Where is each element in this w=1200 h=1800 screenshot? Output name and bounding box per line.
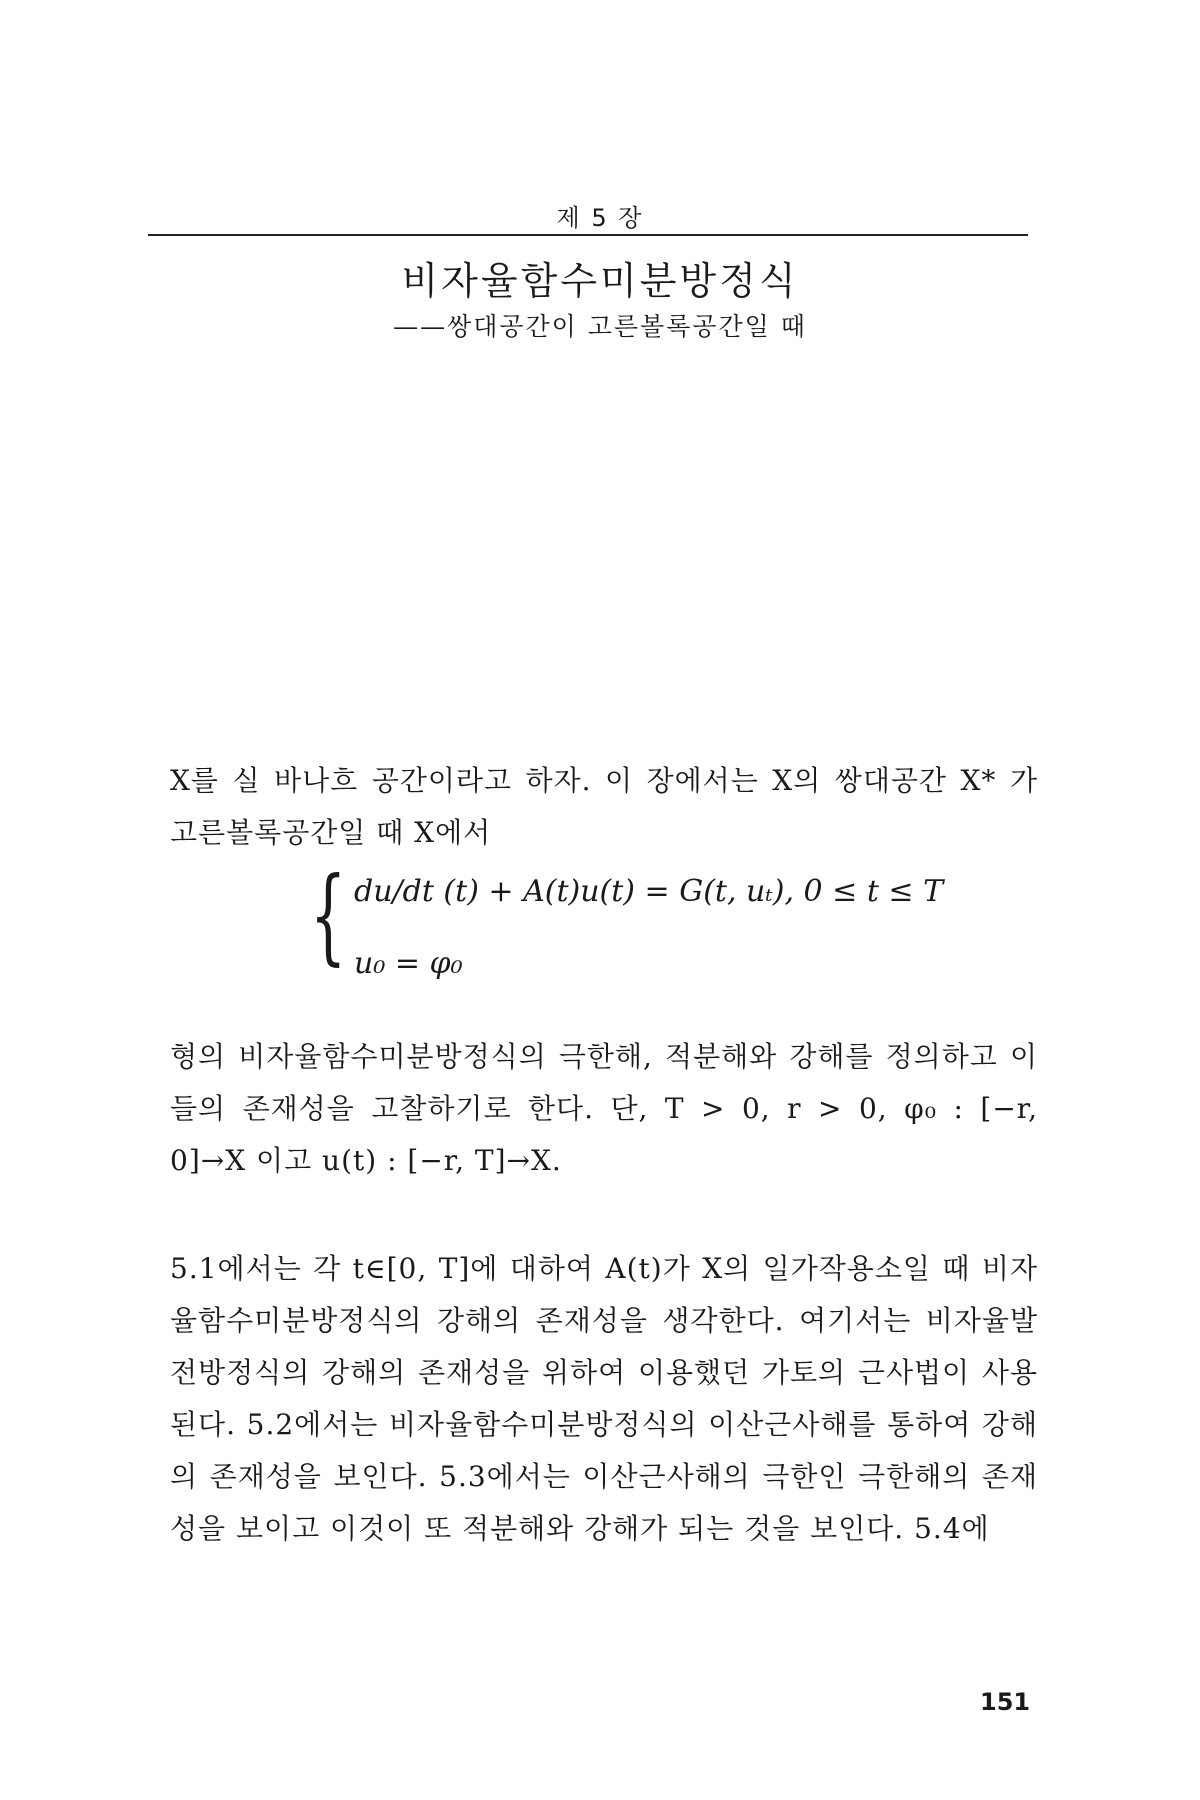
intro-paragraph: X를 실 바나흐 공간이라고 하자. 이 장에서는 X의 쌍대공간 X* 가 고른볼록공간일 때 X에서 [170,764,1038,849]
chapter-title: 비자율함수미분방정식 [401,259,799,303]
definitions-paragraph: 형의 비자율함수미분방정식의 극한해, 적분해와 강해를 정의하고 이들의 존재성을 고찰하기로 한다. 단, T > 0, r > 0, φ₀ : [−r, 0]→X 이고 u(t) : [−r, T]→X. [170,1040,1038,1177]
chapter-number: 제 5 장 [556,204,644,232]
header-rule [148,234,1028,236]
outline-paragraph: 5.1에서는 각 t∈[0, T]에 대하여 A(t)가 X의 일가작용소일 때 비자율함수미분방정식의 강해의 존재성을 생각한다. 여기서는 비자율발전방정식의 강해의 존재성을 위하여 이용했던 가토의 근사법이 사용된다. 5.2에서는 비자율함수미분방정식의 이산근사해를 통하여 강해의 존재성을 보인다. 5.3에서는 이산근사해의 극한인 극한해의 존재성을 보이고 이것이 또 적분해와 강해가 되는 것을 보인다. 5.4에 [170,1252,1038,1545]
page-number: 151 [980,1688,1031,1716]
equation-line-2: u₀ = φ₀ [354,946,463,981]
equation-system [310,854,944,990]
equation-brace: { [310,854,347,976]
chapter-subtitle: ——쌍대공간이 고른볼록공간일 때 [393,312,807,341]
equation-line-1: du/dt (t) + A(t)u(t) = G(t, uₜ), 0 ≤ t ≤ T [354,874,944,909]
